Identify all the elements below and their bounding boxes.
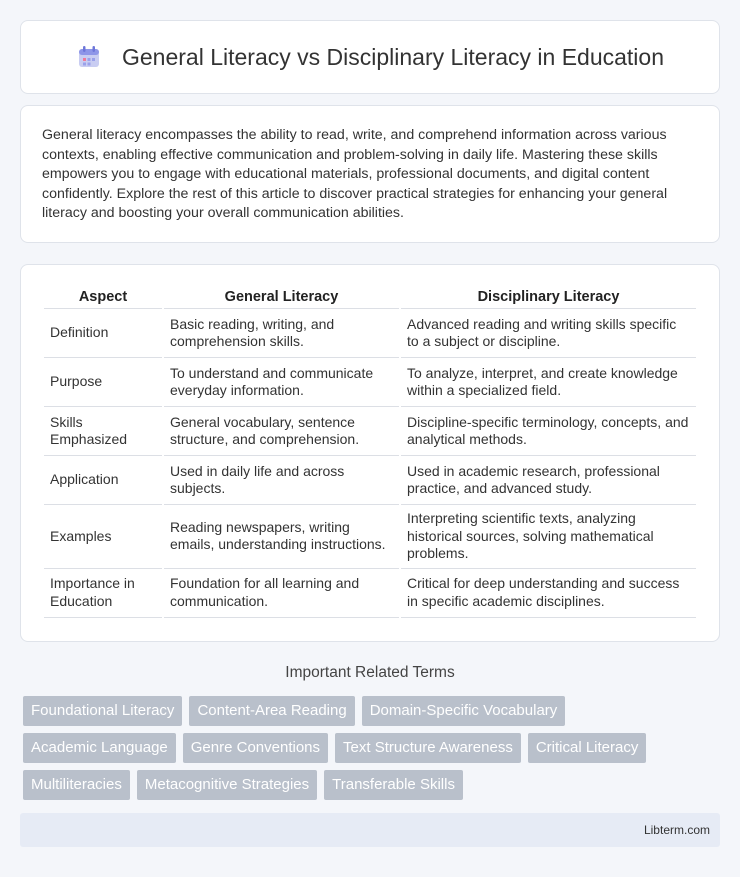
page-title: General Literacy vs Disciplinary Literacy in Education (121, 43, 665, 70)
table-row (44, 309, 696, 358)
table-cell: Basic reading, writing, and comprehension skills. (164, 309, 399, 358)
table-cell: Used in academic research, professional practice, and advanced study. (401, 456, 696, 505)
related-term-tag[interactable]: Foundational Literacy (23, 696, 182, 726)
related-terms-list (23, 696, 723, 807)
tag-row (23, 733, 723, 763)
table-row (44, 407, 696, 456)
footer-site-link[interactable]: Libterm.com (643, 823, 710, 837)
related-term-tag[interactable]: Critical Literacy (528, 733, 647, 763)
comparison-table-card (20, 264, 720, 642)
table-cell: To analyze, interpret, and create knowledge within a specialized field. (401, 358, 696, 407)
related-term-tag[interactable]: Metacognitive Strategies (137, 770, 317, 800)
table-row (44, 456, 696, 505)
table-cell: Skills Emphasized (44, 407, 162, 456)
related-term-tag[interactable]: Genre Conventions (183, 733, 328, 763)
column-header: Disciplinary Literacy (401, 285, 696, 309)
related-term-tag[interactable]: Text Structure Awareness (335, 733, 521, 763)
tag-row (23, 696, 723, 726)
column-header: General Literacy (164, 285, 399, 309)
table-cell: Definition (44, 309, 162, 358)
related-terms-title: Important Related Terms (285, 664, 455, 681)
column-header: Aspect (44, 285, 162, 309)
comparison-table (42, 285, 698, 618)
table-cell: General vocabulary, sentence structure, and comprehension. (164, 407, 399, 456)
intro-paragraph: General literacy encompasses the ability to read, write, and comprehend information across various contexts, enabling effective communication and problem-solving in daily life. Mastering these skills empowers you to engage with educational materials, professional documents, and digital content confidently. Explore the rest of this article to discover practical strategies for enhancing your general literacy and boosting your overall communication abilities. (42, 127, 668, 222)
table-header-row (44, 285, 696, 309)
table-cell: Critical for deep understanding and success in specific academic disciplines. (401, 569, 696, 618)
footer (20, 813, 720, 847)
table-row (44, 569, 696, 618)
table-cell: Purpose (44, 358, 162, 407)
table-cell: Advanced reading and writing skills specific to a subject or discipline. (401, 309, 696, 358)
table-cell: Examples (44, 505, 162, 569)
table-cell: Importance in Education (44, 569, 162, 618)
table-cell: Discipline-specific terminology, concepts, and analytical methods. (401, 407, 696, 456)
table-cell: Foundation for all learning and communication. (164, 569, 399, 618)
calendar-icon (76, 44, 102, 70)
table-cell: Interpreting scientific texts, analyzing historical sources, solving mathematical problems. (401, 505, 696, 569)
table-row (44, 505, 696, 569)
related-term-tag[interactable]: Domain-Specific Vocabulary (362, 696, 566, 726)
related-term-tag[interactable]: Multiliteracies (23, 770, 130, 800)
related-term-tag[interactable]: Academic Language (23, 733, 176, 763)
title-card (20, 20, 720, 94)
table-cell: Reading newspapers, writing emails, understanding instructions. (164, 505, 399, 569)
table-cell: To understand and communicate everyday information. (164, 358, 399, 407)
table-cell: Used in daily life and across subjects. (164, 456, 399, 505)
tag-row (23, 770, 723, 800)
related-term-tag[interactable]: Content-Area Reading (189, 696, 354, 726)
table-cell: Application (44, 456, 162, 505)
table-row (44, 358, 696, 407)
related-term-tag[interactable]: Transferable Skills (324, 770, 463, 800)
intro-card (20, 105, 720, 243)
